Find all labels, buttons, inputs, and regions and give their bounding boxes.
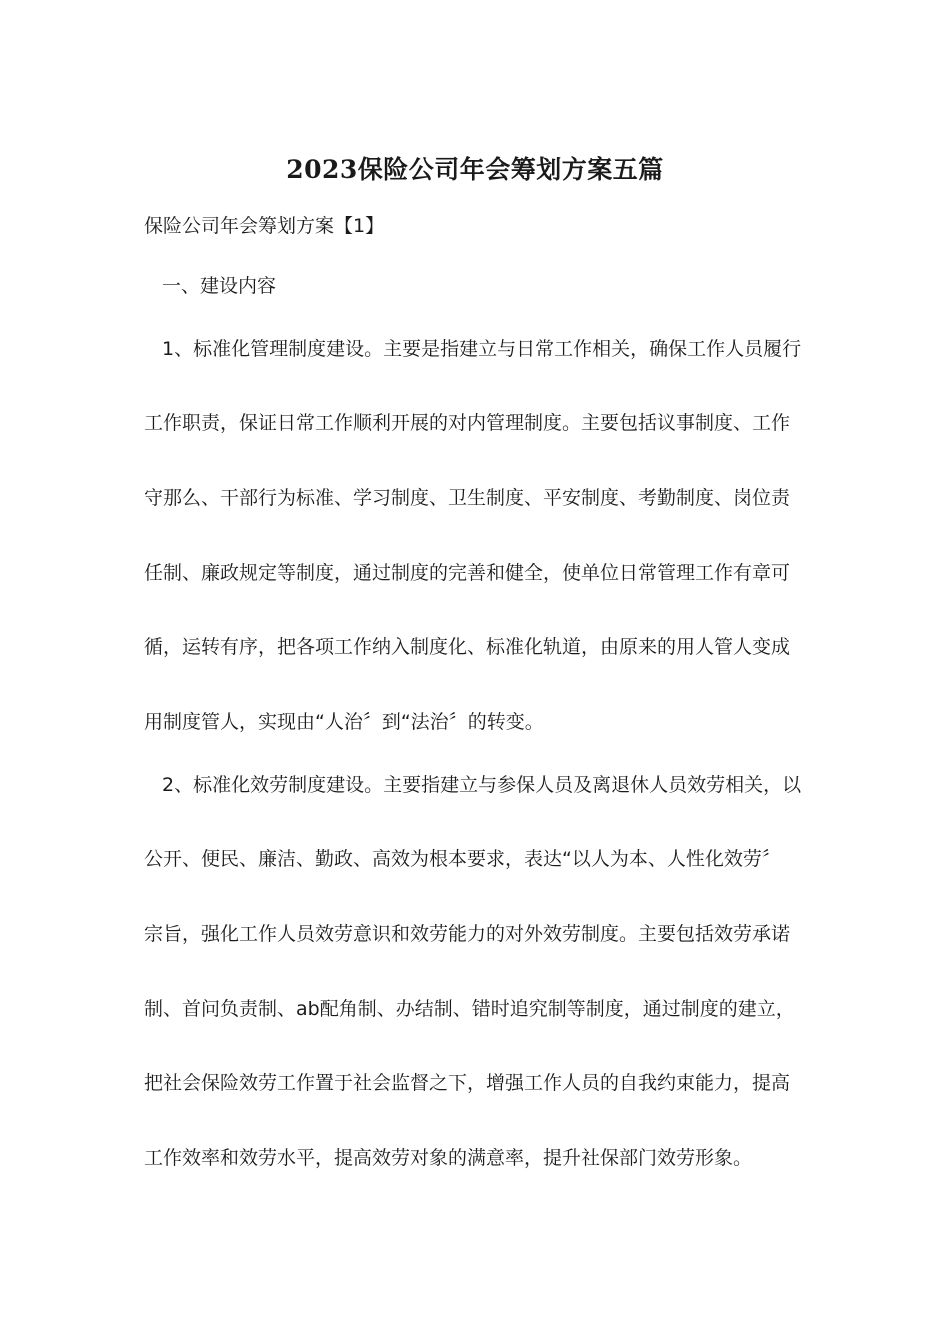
paragraph2-line: 公开、便民、廉洁、勤政、高效为根本要求，表达“以人为本、人性化效劳〞 [144, 848, 781, 870]
paragraph1-line: 1、标准化管理制度建设。主要是指建立与日常工作相关，确保工作人员履行 [162, 338, 802, 360]
paragraph1-line: 循，运转有序，把各项工作纳入制度化、标准化轨道，由原来的用人管人变成 [144, 636, 791, 658]
paragraph1-line: 任制、廉政规定等制度，通过制度的完善和健全，使单位日常管理工作有章可 [144, 562, 791, 584]
paragraph2-line: 宗旨，强化工作人员效劳意识和效劳能力的对外效劳制度。主要包括效劳承诺 [144, 923, 791, 945]
paragraph1-line: 工作职责，保证日常工作顺利开展的对内管理制度。主要包括议事制度、工作 [144, 412, 791, 434]
section-heading: 保险公司年会筹划方案【1】 [144, 215, 385, 237]
paragraph2-line: 把社会保险效劳工作置于社会监督之下，增强工作人员的自我约束能力，提高 [144, 1072, 791, 1094]
document-title: 2023保险公司年会筹划方案五篇 [286, 155, 664, 184]
paragraph1-line: 用制度管人，实现由“人治〞到“法治〞的转变。 [144, 711, 544, 733]
paragraph1-line: 守那么、干部行为标准、学习制度、卫生制度、平安制度、考勤制度、岗位责 [144, 487, 791, 509]
paragraph2-line: 制、首问负责制、ab配角制、办结制、错时追究制等制度，通过制度的建立， [144, 998, 795, 1020]
paragraph2-line: 工作效率和效劳水平，提高效劳对象的满意率，提升社保部门效劳形象。 [144, 1147, 753, 1169]
subheading: 一、建设内容 [162, 275, 277, 297]
paragraph2-line: 2、标准化效劳制度建设。主要指建立与参保人员及离退休人员效劳相关，以 [162, 774, 802, 796]
